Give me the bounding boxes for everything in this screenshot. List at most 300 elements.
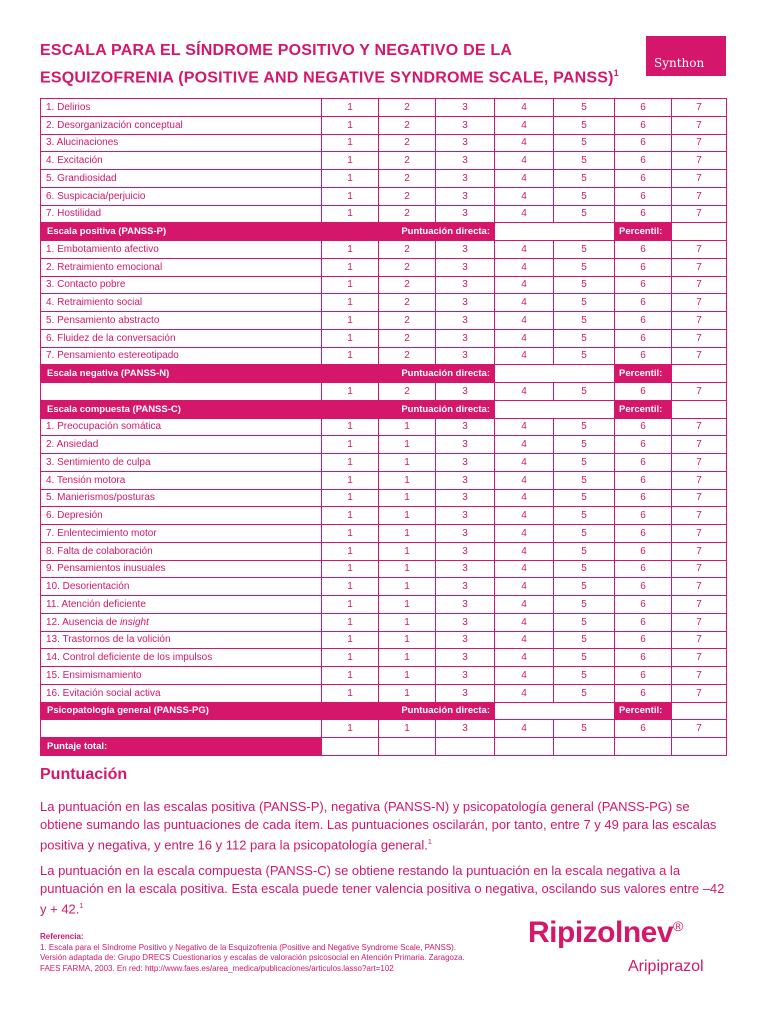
score-option-5[interactable]: 5 bbox=[554, 454, 615, 472]
score-option-3[interactable]: 3 bbox=[436, 205, 495, 223]
table-row bbox=[41, 454, 727, 472]
score-option-1[interactable]: 1 bbox=[322, 471, 379, 489]
score-option-4[interactable]: 4 bbox=[495, 720, 554, 738]
score-option-1[interactable]: 1 bbox=[322, 347, 379, 365]
score-option-1[interactable]: 1 bbox=[322, 489, 379, 507]
score-option-7[interactable]: 7 bbox=[672, 312, 727, 330]
score-option-3[interactable]: 3 bbox=[436, 649, 495, 667]
item-label: 7. Pensamiento estereotipado bbox=[41, 347, 322, 365]
score-option-2[interactable]: 2 bbox=[379, 294, 436, 312]
score-option-4[interactable]: 4 bbox=[495, 471, 554, 489]
score-option-5[interactable]: 5 bbox=[554, 436, 615, 454]
score-option-4[interactable]: 4 bbox=[495, 152, 554, 170]
score-option-6[interactable]: 6 bbox=[615, 294, 672, 312]
score-option-6[interactable]: 6 bbox=[615, 276, 672, 294]
score-option-5[interactable]: 5 bbox=[554, 684, 615, 702]
score-option-1[interactable]: 1 bbox=[322, 170, 379, 188]
score-option-6[interactable]: 6 bbox=[615, 329, 672, 347]
score-option-7[interactable]: 7 bbox=[672, 294, 727, 312]
score-option-3[interactable]: 3 bbox=[436, 542, 495, 560]
score-option-1[interactable]: 1 bbox=[322, 525, 379, 543]
score-option-1[interactable]: 1 bbox=[322, 684, 379, 702]
score-option-4[interactable]: 4 bbox=[495, 489, 554, 507]
score-option-4[interactable]: 4 bbox=[495, 560, 554, 578]
score-option-4[interactable]: 4 bbox=[495, 684, 554, 702]
score-option-4[interactable]: 4 bbox=[495, 542, 554, 560]
percentile-field[interactable] bbox=[672, 702, 727, 720]
score-option-4[interactable]: 4 bbox=[495, 649, 554, 667]
score-option-6[interactable]: 6 bbox=[615, 667, 672, 685]
score-option-3[interactable]: 3 bbox=[436, 560, 495, 578]
score-option-5[interactable]: 5 bbox=[554, 507, 615, 525]
score-option-7[interactable]: 7 bbox=[672, 684, 727, 702]
score-option-1[interactable]: 1 bbox=[322, 418, 379, 436]
score-option-1[interactable]: 1 bbox=[322, 578, 379, 596]
score-option-3[interactable]: 3 bbox=[436, 596, 495, 614]
score-option-5[interactable]: 5 bbox=[554, 596, 615, 614]
table-row bbox=[41, 720, 727, 738]
score-option-3[interactable]: 3 bbox=[436, 436, 495, 454]
percentile-label: Percentil: bbox=[615, 223, 672, 241]
score-option-5[interactable]: 5 bbox=[554, 667, 615, 685]
item-label: 2. Ansiedad bbox=[41, 436, 322, 454]
table-row bbox=[41, 649, 727, 667]
total-field[interactable] bbox=[495, 738, 554, 756]
score-option-4[interactable]: 4 bbox=[495, 294, 554, 312]
percentile-field[interactable] bbox=[672, 365, 727, 383]
score-option-1[interactable]: 1 bbox=[322, 649, 379, 667]
references bbox=[40, 932, 540, 974]
score-option-1[interactable]: 1 bbox=[322, 329, 379, 347]
title-reference: 1 bbox=[613, 68, 619, 78]
score-option-7[interactable]: 7 bbox=[672, 578, 727, 596]
score-option-2[interactable]: 1 bbox=[379, 631, 436, 649]
table-row bbox=[41, 116, 727, 134]
score-option-1[interactable]: 1 bbox=[322, 205, 379, 223]
score-option-1[interactable]: 1 bbox=[322, 507, 379, 525]
score-option-3[interactable]: 3 bbox=[436, 454, 495, 472]
score-option-2[interactable]: 2 bbox=[379, 99, 436, 117]
total-field[interactable] bbox=[436, 738, 495, 756]
score-option-1[interactable]: 1 bbox=[322, 312, 379, 330]
score-option-4[interactable]: 4 bbox=[495, 312, 554, 330]
score-option-5[interactable]: 5 bbox=[554, 613, 615, 631]
score-option-7[interactable]: 7 bbox=[672, 276, 727, 294]
score-option-1[interactable]: 1 bbox=[322, 276, 379, 294]
score-option-4[interactable]: 4 bbox=[495, 667, 554, 685]
table-row bbox=[41, 312, 727, 330]
score-option-1[interactable]: 1 bbox=[322, 383, 379, 401]
score-option-2[interactable]: 2 bbox=[379, 187, 436, 205]
score-option-5[interactable]: 5 bbox=[554, 258, 615, 276]
page-title bbox=[40, 40, 630, 89]
score-option-7[interactable]: 7 bbox=[672, 116, 727, 134]
score-option-7[interactable]: 7 bbox=[672, 667, 727, 685]
scoring-text-1: La puntuación en las escalas positiva (PANSS-P), negativa (PANSS-N) y psicopatología general (PANSS-PG) se obtiene sumando las puntuaciones de cada ítem. Las puntuaciones oscilarán, por tanto, entre 7 y 49 para las escalas positiva y negativa, y entre 16 y 112 para la psicopatología general. bbox=[40, 799, 717, 853]
total-field[interactable] bbox=[615, 738, 672, 756]
score-option-7[interactable]: 7 bbox=[672, 489, 727, 507]
score-option-6[interactable]: 6 bbox=[615, 418, 672, 436]
score-option-6[interactable]: 6 bbox=[615, 542, 672, 560]
score-option-5[interactable]: 5 bbox=[554, 383, 615, 401]
score-option-5[interactable]: 5 bbox=[554, 471, 615, 489]
table-row bbox=[41, 525, 727, 543]
score-option-7[interactable]: 7 bbox=[672, 436, 727, 454]
score-option-1[interactable]: 1 bbox=[322, 542, 379, 560]
score-option-7[interactable]: 7 bbox=[672, 649, 727, 667]
score-option-4[interactable]: 4 bbox=[495, 454, 554, 472]
total-field[interactable] bbox=[554, 738, 615, 756]
reference-line-1: 1. Escala para el Síndrome Positivo y Negativo de la Esquizofrenia (Positive and Negative Syndrome Scale, PANSS). bbox=[40, 942, 457, 952]
score-option-3[interactable]: 3 bbox=[436, 578, 495, 596]
scale-label: Escala compuesta (PANSS-C) bbox=[41, 400, 322, 418]
score-option-4[interactable]: 4 bbox=[495, 347, 554, 365]
score-option-5[interactable]: 5 bbox=[554, 294, 615, 312]
score-option-1[interactable]: 1 bbox=[322, 258, 379, 276]
scale-label: Escala negativa (PANSS-N) bbox=[41, 365, 322, 383]
item-label: 5. Pensamiento abstracto bbox=[41, 312, 322, 330]
score-option-1[interactable]: 1 bbox=[322, 241, 379, 259]
score-option-2[interactable]: 1 bbox=[379, 471, 436, 489]
logo-registered-mark: ® bbox=[673, 918, 683, 934]
score-option-6[interactable]: 6 bbox=[615, 134, 672, 152]
score-option-5[interactable]: 5 bbox=[554, 329, 615, 347]
table-row bbox=[41, 542, 727, 560]
score-option-4[interactable]: 4 bbox=[495, 525, 554, 543]
score-option-3[interactable]: 3 bbox=[436, 258, 495, 276]
score-option-2[interactable]: 2 bbox=[379, 116, 436, 134]
score-option-1[interactable]: 1 bbox=[322, 116, 379, 134]
score-option-7[interactable]: 7 bbox=[672, 542, 727, 560]
table-row bbox=[41, 187, 727, 205]
score-option-3[interactable]: 3 bbox=[436, 684, 495, 702]
score-option-1[interactable]: 1 bbox=[322, 720, 379, 738]
score-option-7[interactable]: 7 bbox=[672, 613, 727, 631]
score-option-2[interactable]: 2 bbox=[379, 383, 436, 401]
score-option-3[interactable]: 3 bbox=[436, 276, 495, 294]
score-option-4[interactable]: 4 bbox=[495, 276, 554, 294]
table-row bbox=[41, 383, 727, 401]
score-option-6[interactable]: 6 bbox=[615, 454, 672, 472]
score-option-7[interactable]: 7 bbox=[672, 383, 727, 401]
direct-score-field[interactable] bbox=[495, 365, 615, 383]
score-option-4[interactable]: 4 bbox=[495, 418, 554, 436]
score-option-2[interactable]: 1 bbox=[379, 613, 436, 631]
score-option-6[interactable]: 6 bbox=[615, 489, 672, 507]
score-option-4[interactable]: 4 bbox=[495, 436, 554, 454]
score-option-3[interactable]: 3 bbox=[436, 720, 495, 738]
score-option-5[interactable]: 5 bbox=[554, 205, 615, 223]
score-option-6[interactable]: 6 bbox=[615, 170, 672, 188]
score-option-6[interactable]: 6 bbox=[615, 258, 672, 276]
score-option-7[interactable]: 7 bbox=[672, 329, 727, 347]
score-option-3[interactable]: 3 bbox=[436, 471, 495, 489]
score-option-7[interactable]: 7 bbox=[672, 560, 727, 578]
score-option-5[interactable]: 5 bbox=[554, 542, 615, 560]
direct-score-label: Puntuación directa: bbox=[322, 702, 495, 720]
score-option-4[interactable]: 4 bbox=[495, 99, 554, 117]
score-option-5[interactable]: 5 bbox=[554, 489, 615, 507]
score-option-3[interactable]: 3 bbox=[436, 347, 495, 365]
score-option-2[interactable]: 2 bbox=[379, 170, 436, 188]
scoring-ref-2: 1 bbox=[79, 903, 84, 910]
score-option-3[interactable]: 3 bbox=[436, 418, 495, 436]
scale-label: Psicopatología general (PANSS-PG) bbox=[41, 702, 322, 720]
score-option-6[interactable]: 6 bbox=[615, 525, 672, 543]
score-option-5[interactable]: 5 bbox=[554, 578, 615, 596]
score-option-4[interactable]: 4 bbox=[495, 383, 554, 401]
synthon-label: Synthon bbox=[654, 56, 705, 70]
item-label: 14. Control deficiente de los impulsos bbox=[41, 649, 322, 667]
score-option-4[interactable]: 4 bbox=[495, 578, 554, 596]
score-option-2[interactable]: 1 bbox=[379, 667, 436, 685]
table-row bbox=[41, 684, 727, 702]
score-option-3[interactable]: 3 bbox=[436, 294, 495, 312]
score-option-7[interactable]: 7 bbox=[672, 596, 727, 614]
score-option-1[interactable]: 1 bbox=[322, 560, 379, 578]
score-option-4[interactable]: 4 bbox=[495, 116, 554, 134]
score-option-2[interactable]: 2 bbox=[379, 258, 436, 276]
score-option-6[interactable]: 6 bbox=[615, 471, 672, 489]
score-option-6[interactable]: 6 bbox=[615, 383, 672, 401]
score-option-6[interactable]: 6 bbox=[615, 631, 672, 649]
score-option-4[interactable]: 4 bbox=[495, 258, 554, 276]
total-field[interactable] bbox=[322, 738, 379, 756]
score-option-2[interactable]: 2 bbox=[379, 241, 436, 259]
score-option-6[interactable]: 6 bbox=[615, 312, 672, 330]
direct-score-field[interactable] bbox=[495, 223, 615, 241]
score-option-5[interactable]: 5 bbox=[554, 276, 615, 294]
item-label: 5. Manierismos/posturas bbox=[41, 489, 322, 507]
score-option-4[interactable]: 4 bbox=[495, 613, 554, 631]
direct-score-label: Puntuación directa: bbox=[322, 400, 495, 418]
score-option-6[interactable]: 6 bbox=[615, 684, 672, 702]
score-option-6[interactable]: 6 bbox=[615, 613, 672, 631]
item-label: 16. Evitación social activa bbox=[41, 684, 322, 702]
score-option-1[interactable]: 1 bbox=[322, 134, 379, 152]
item-label bbox=[41, 383, 322, 401]
score-option-2[interactable]: 1 bbox=[379, 454, 436, 472]
score-option-3[interactable]: 3 bbox=[436, 116, 495, 134]
item-label: 7. Hostilidad bbox=[41, 205, 322, 223]
score-option-1[interactable]: 1 bbox=[322, 99, 379, 117]
score-option-6[interactable]: 6 bbox=[615, 507, 672, 525]
score-option-3[interactable]: 3 bbox=[436, 134, 495, 152]
score-option-5[interactable]: 5 bbox=[554, 418, 615, 436]
score-option-6[interactable]: 6 bbox=[615, 578, 672, 596]
score-option-1[interactable]: 1 bbox=[322, 613, 379, 631]
item-label-italic: insight bbox=[119, 616, 149, 628]
score-option-5[interactable]: 5 bbox=[554, 170, 615, 188]
score-option-4[interactable]: 4 bbox=[495, 631, 554, 649]
item-label: 11. Atención deficiente bbox=[41, 596, 322, 614]
score-option-1[interactable]: 1 bbox=[322, 187, 379, 205]
score-option-3[interactable]: 3 bbox=[436, 613, 495, 631]
score-option-3[interactable]: 3 bbox=[436, 489, 495, 507]
score-option-4[interactable]: 4 bbox=[495, 170, 554, 188]
item-label: 2. Retraimiento emocional bbox=[41, 258, 322, 276]
score-option-6[interactable]: 6 bbox=[615, 152, 672, 170]
references-heading: Referencia: bbox=[40, 932, 84, 941]
score-option-5[interactable]: 5 bbox=[554, 560, 615, 578]
item-label: 4. Excitación bbox=[41, 152, 322, 170]
score-option-6[interactable]: 6 bbox=[615, 560, 672, 578]
score-option-5[interactable]: 5 bbox=[554, 649, 615, 667]
score-option-2[interactable]: 1 bbox=[379, 560, 436, 578]
score-option-3[interactable]: 3 bbox=[436, 631, 495, 649]
score-option-2[interactable]: 2 bbox=[379, 152, 436, 170]
score-option-2[interactable]: 1 bbox=[379, 684, 436, 702]
score-option-2[interactable]: 2 bbox=[379, 134, 436, 152]
score-option-7[interactable]: 7 bbox=[672, 471, 727, 489]
table-row bbox=[41, 418, 727, 436]
score-option-2[interactable]: 2 bbox=[379, 205, 436, 223]
score-option-1[interactable]: 1 bbox=[322, 294, 379, 312]
score-option-3[interactable]: 3 bbox=[436, 152, 495, 170]
score-option-4[interactable]: 4 bbox=[495, 187, 554, 205]
direct-score-field[interactable] bbox=[495, 702, 615, 720]
table-row bbox=[41, 99, 727, 117]
item-label bbox=[41, 613, 322, 631]
score-option-6[interactable]: 6 bbox=[615, 187, 672, 205]
score-option-1[interactable]: 1 bbox=[322, 436, 379, 454]
score-option-5[interactable]: 5 bbox=[554, 347, 615, 365]
score-option-1[interactable]: 1 bbox=[322, 631, 379, 649]
scale-label: Escala positiva (PANSS-P) bbox=[41, 223, 322, 241]
score-option-3[interactable]: 3 bbox=[436, 329, 495, 347]
score-option-3[interactable]: 3 bbox=[436, 241, 495, 259]
score-option-6[interactable]: 6 bbox=[615, 99, 672, 117]
score-option-3[interactable]: 3 bbox=[436, 170, 495, 188]
score-option-3[interactable]: 3 bbox=[436, 667, 495, 685]
score-option-2[interactable]: 2 bbox=[379, 312, 436, 330]
score-option-2[interactable]: 1 bbox=[379, 525, 436, 543]
score-option-6[interactable]: 6 bbox=[615, 436, 672, 454]
synthon-logo bbox=[646, 36, 726, 76]
score-option-5[interactable]: 5 bbox=[554, 525, 615, 543]
item-label: 2. Desorganización conceptual bbox=[41, 116, 322, 134]
score-option-7[interactable]: 7 bbox=[672, 418, 727, 436]
score-option-5[interactable]: 5 bbox=[554, 720, 615, 738]
score-option-7[interactable]: 7 bbox=[672, 152, 727, 170]
score-option-4[interactable]: 4 bbox=[495, 507, 554, 525]
percentile-label: Percentil: bbox=[615, 365, 672, 383]
score-option-5[interactable]: 5 bbox=[554, 134, 615, 152]
score-option-6[interactable]: 6 bbox=[615, 241, 672, 259]
score-option-2[interactable]: 2 bbox=[379, 276, 436, 294]
table-row bbox=[41, 258, 727, 276]
score-option-1[interactable]: 1 bbox=[322, 454, 379, 472]
direct-score-field[interactable] bbox=[495, 400, 615, 418]
item-label: 8. Falta de colaboración bbox=[41, 542, 322, 560]
score-option-7[interactable]: 7 bbox=[672, 631, 727, 649]
score-option-5[interactable]: 5 bbox=[554, 99, 615, 117]
item-label: 7. Enlentecimiento motor bbox=[41, 525, 322, 543]
score-option-7[interactable]: 7 bbox=[672, 525, 727, 543]
score-option-1[interactable]: 1 bbox=[322, 152, 379, 170]
item-label: 4. Tensión motora bbox=[41, 471, 322, 489]
table-row bbox=[41, 507, 727, 525]
score-option-6[interactable]: 6 bbox=[615, 649, 672, 667]
score-option-3[interactable]: 3 bbox=[436, 99, 495, 117]
score-option-4[interactable]: 4 bbox=[495, 134, 554, 152]
table-row bbox=[41, 152, 727, 170]
table-row bbox=[41, 170, 727, 188]
score-option-7[interactable]: 7 bbox=[672, 507, 727, 525]
score-option-6[interactable]: 6 bbox=[615, 116, 672, 134]
score-option-3[interactable]: 3 bbox=[436, 383, 495, 401]
score-option-5[interactable]: 5 bbox=[554, 631, 615, 649]
score-option-1[interactable]: 1 bbox=[322, 596, 379, 614]
score-option-2[interactable]: 1 bbox=[379, 596, 436, 614]
score-option-2[interactable]: 1 bbox=[379, 436, 436, 454]
score-option-2[interactable]: 1 bbox=[379, 649, 436, 667]
score-option-5[interactable]: 5 bbox=[554, 116, 615, 134]
score-option-3[interactable]: 3 bbox=[436, 525, 495, 543]
total-label: Puntaje total: bbox=[41, 738, 322, 756]
score-option-1[interactable]: 1 bbox=[322, 667, 379, 685]
score-option-7[interactable]: 7 bbox=[672, 347, 727, 365]
score-option-7[interactable]: 7 bbox=[672, 205, 727, 223]
score-option-3[interactable]: 3 bbox=[436, 187, 495, 205]
score-option-6[interactable]: 6 bbox=[615, 205, 672, 223]
total-row bbox=[41, 738, 727, 756]
score-option-5[interactable]: 5 bbox=[554, 312, 615, 330]
percentile-field[interactable] bbox=[672, 400, 727, 418]
score-option-4[interactable]: 4 bbox=[495, 329, 554, 347]
score-option-7[interactable]: 7 bbox=[672, 170, 727, 188]
score-option-2[interactable]: 2 bbox=[379, 347, 436, 365]
score-option-2[interactable]: 1 bbox=[379, 489, 436, 507]
score-option-2[interactable]: 1 bbox=[379, 720, 436, 738]
score-option-7[interactable]: 7 bbox=[672, 187, 727, 205]
total-field[interactable] bbox=[379, 738, 436, 756]
scoring-paragraph-2 bbox=[40, 862, 730, 918]
score-option-2[interactable]: 1 bbox=[379, 418, 436, 436]
percentile-field[interactable] bbox=[672, 223, 727, 241]
table-row bbox=[41, 205, 727, 223]
item-label: 6. Suspicacia/perjuicio bbox=[41, 187, 322, 205]
score-option-5[interactable]: 5 bbox=[554, 187, 615, 205]
item-label: 15. Ensimismamiento bbox=[41, 667, 322, 685]
score-option-6[interactable]: 6 bbox=[615, 596, 672, 614]
score-option-4[interactable]: 4 bbox=[495, 241, 554, 259]
score-option-7[interactable]: 7 bbox=[672, 99, 727, 117]
score-option-5[interactable]: 5 bbox=[554, 152, 615, 170]
score-option-7[interactable]: 7 bbox=[672, 241, 727, 259]
score-option-7[interactable]: 7 bbox=[672, 258, 727, 276]
total-field[interactable] bbox=[672, 738, 727, 756]
score-option-7[interactable]: 7 bbox=[672, 720, 727, 738]
score-option-4[interactable]: 4 bbox=[495, 205, 554, 223]
percentile-label: Percentil: bbox=[615, 702, 672, 720]
table-row bbox=[41, 631, 727, 649]
score-option-7[interactable]: 7 bbox=[672, 134, 727, 152]
score-option-3[interactable]: 3 bbox=[436, 312, 495, 330]
score-option-3[interactable]: 3 bbox=[436, 507, 495, 525]
score-option-2[interactable]: 2 bbox=[379, 329, 436, 347]
score-option-6[interactable]: 6 bbox=[615, 347, 672, 365]
score-option-4[interactable]: 4 bbox=[495, 596, 554, 614]
score-option-7[interactable]: 7 bbox=[672, 454, 727, 472]
score-option-2[interactable]: 1 bbox=[379, 578, 436, 596]
score-option-2[interactable]: 1 bbox=[379, 542, 436, 560]
score-option-2[interactable]: 1 bbox=[379, 507, 436, 525]
score-option-6[interactable]: 6 bbox=[615, 720, 672, 738]
table-row bbox=[41, 596, 727, 614]
score-option-5[interactable]: 5 bbox=[554, 241, 615, 259]
item-label: 5. Grandiosidad bbox=[41, 170, 322, 188]
